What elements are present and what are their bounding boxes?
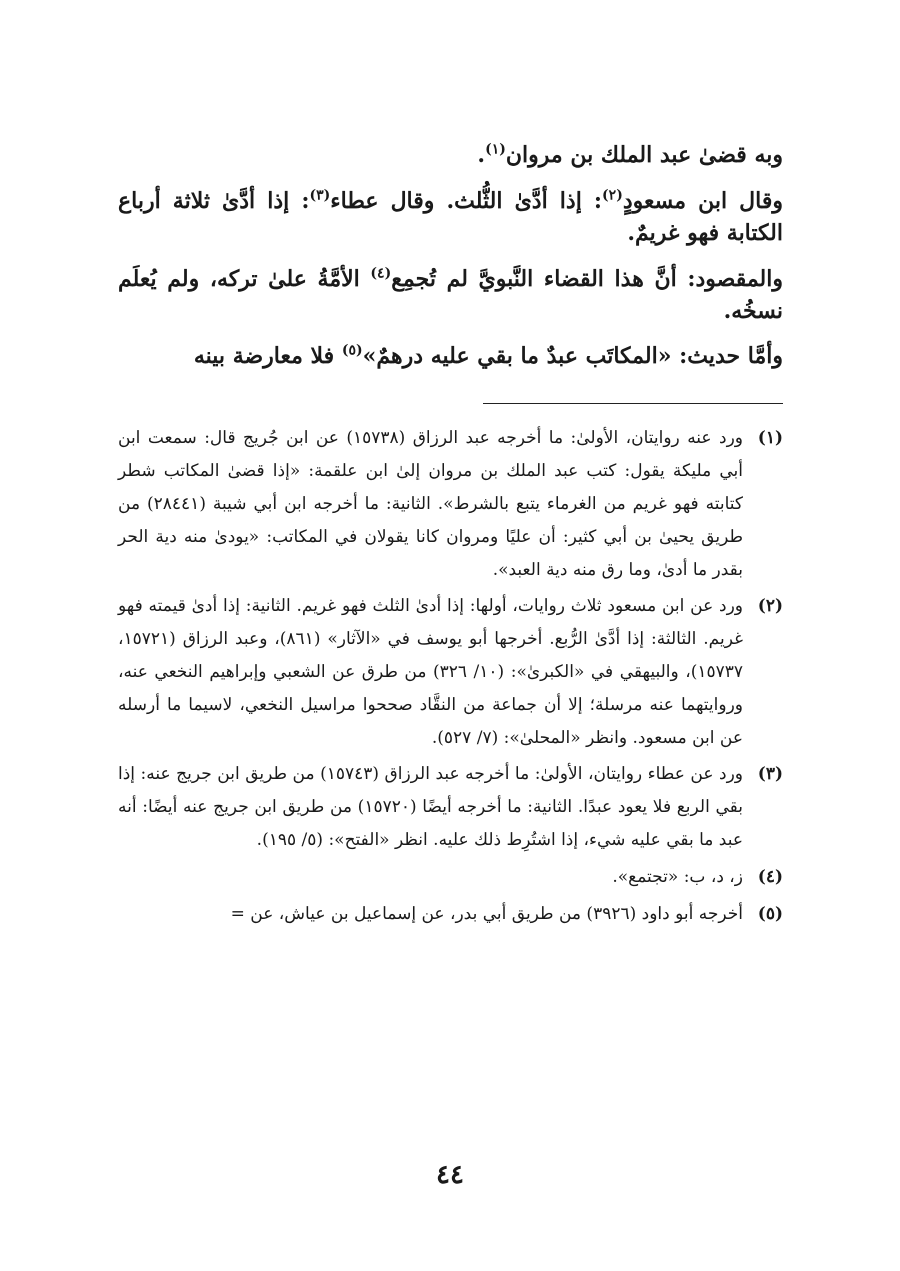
paragraph-1 (118, 140, 783, 172)
footnote-number: (١) (757, 428, 783, 449)
footnote-2 (118, 590, 783, 754)
footnotes (118, 422, 783, 930)
paragraph-4 (118, 341, 783, 373)
paragraph-text: : إذا أدَّىٰ ثلاثة أرباع الكتابة فهو غريمٌ. (118, 187, 783, 246)
footnote-5 (118, 898, 783, 931)
paragraph-text: . (477, 142, 486, 168)
paragraph-text: وقال ابن مسعودٍ (622, 187, 783, 214)
paragraph-text: : إذا أدَّىٰ الثُّلث. وقال عطاء (330, 187, 603, 214)
footnote-text: ورد عن ابن مسعود ثلاث روايات، أولها: إذا أدىٰ الثلث فهو غريم. الثانية: إذا أدىٰ قيمته فهو غريم. الثالثة: إذا أدَّىٰ الرُّبع. أخرجها أبو يوسف في «الآثار» (٨٦١)، وعبد الرزاق (١٥٧٢١، ١٥٧٣٧)، والبيهقي في «الكبرىٰ»: (١٠/ ٣٢٦) من طرق عن الشعبي وإبراهيم النخعي عنه، وروايتهما عنه مرسلة؛ إلا أن جماعة من النقَّاد صححوا مراسيل النخعي، لاسيما ما أرسله عن ابن مسعود. وانظر «المحلىٰ»: (٧/ ٥٢٧). (118, 596, 743, 748)
footnote-ref[interactable]: (١) (485, 141, 506, 158)
footnote-text: أخرجه أبو داود (٣٩٢٦) من طريق أبي بدر، عن إسماعيل بن عياش، عن = (230, 903, 743, 924)
footnote-ref[interactable]: (٣) (309, 187, 331, 204)
footnote-number: (٢) (757, 596, 783, 617)
paragraph-2 (118, 186, 783, 250)
footnote-3 (118, 758, 783, 856)
footnote-number: (٣) (757, 764, 783, 785)
footnote-ref[interactable]: (٤) (370, 265, 392, 282)
footnote-text: ورد عنه روايتان، الأولىٰ: ما أخرجه عبد الرزاق (١٥٧٣٨) عن ابن جُريج قال: سمعت ابن أبي مليكة يقول: كتب عبد الملك بن مروان إلىٰ ابن علقمة: «إذا قضىٰ المكاتب شطر كتابته فهو غريم من الغرماء يتبع بالشرط». الثانية: ما أخرجه ابن أبي شيبة (٢٨٤٤١) من طريق يحيىٰ بن أبي كثير: أن عليًا ومروان كانا يقولان في المكاتب: «يودىٰ منه دية الحر بقدر ما أدىٰ، وما رق منه دية العبد». (118, 428, 744, 580)
paragraph-text: الأمَّةُ علىٰ تركه، ولم يُعلَم نسخُه. (118, 265, 783, 324)
page-content (118, 140, 783, 934)
paragraph-3 (118, 264, 783, 328)
footnote-text: ورد عن عطاء روايتان، الأولىٰ: ما أخرجه عبد الرزاق (١٥٧٤٣) من طريق ابن جريج عنه: إذا بقي الربع فلا يعود عبدًا. الثانية: ما أخرجه أيضًا (١٥٧٢٠) من طريق ابن جريج عنه أيضًا: أنه عبد ما بقي عليه شيء، إذا اشتُرِط ذلك عليه. انظر «الفتح»: (٥/ ١٩٥). (118, 764, 744, 850)
footnote-ref[interactable]: (٥) (341, 343, 363, 360)
paragraph-text: فلا معارضة بينه (193, 343, 342, 370)
page-number: ٤٤ (436, 1160, 464, 1190)
paragraph-text: وبه قضىٰ عبد الملك بن مروان (505, 142, 783, 168)
footnote-ref[interactable]: (٢) (602, 187, 623, 204)
footnote-number: (٥) (757, 903, 783, 924)
paragraph-text: وأمَّا حديث: «المكاتَب عبدٌ ما بقي عليه درهمٌ» (362, 343, 783, 370)
footnote-text: ز، د، ب: «تجتمع». (612, 866, 743, 887)
footnote-separator (483, 403, 783, 404)
paragraph-text: والمقصود: أنَّ هذا القضاء النَّبويَّ لم تُجمِع (391, 265, 783, 292)
footnote-1 (118, 422, 783, 586)
footnote-4 (118, 861, 783, 894)
footnote-number: (٤) (757, 866, 783, 887)
